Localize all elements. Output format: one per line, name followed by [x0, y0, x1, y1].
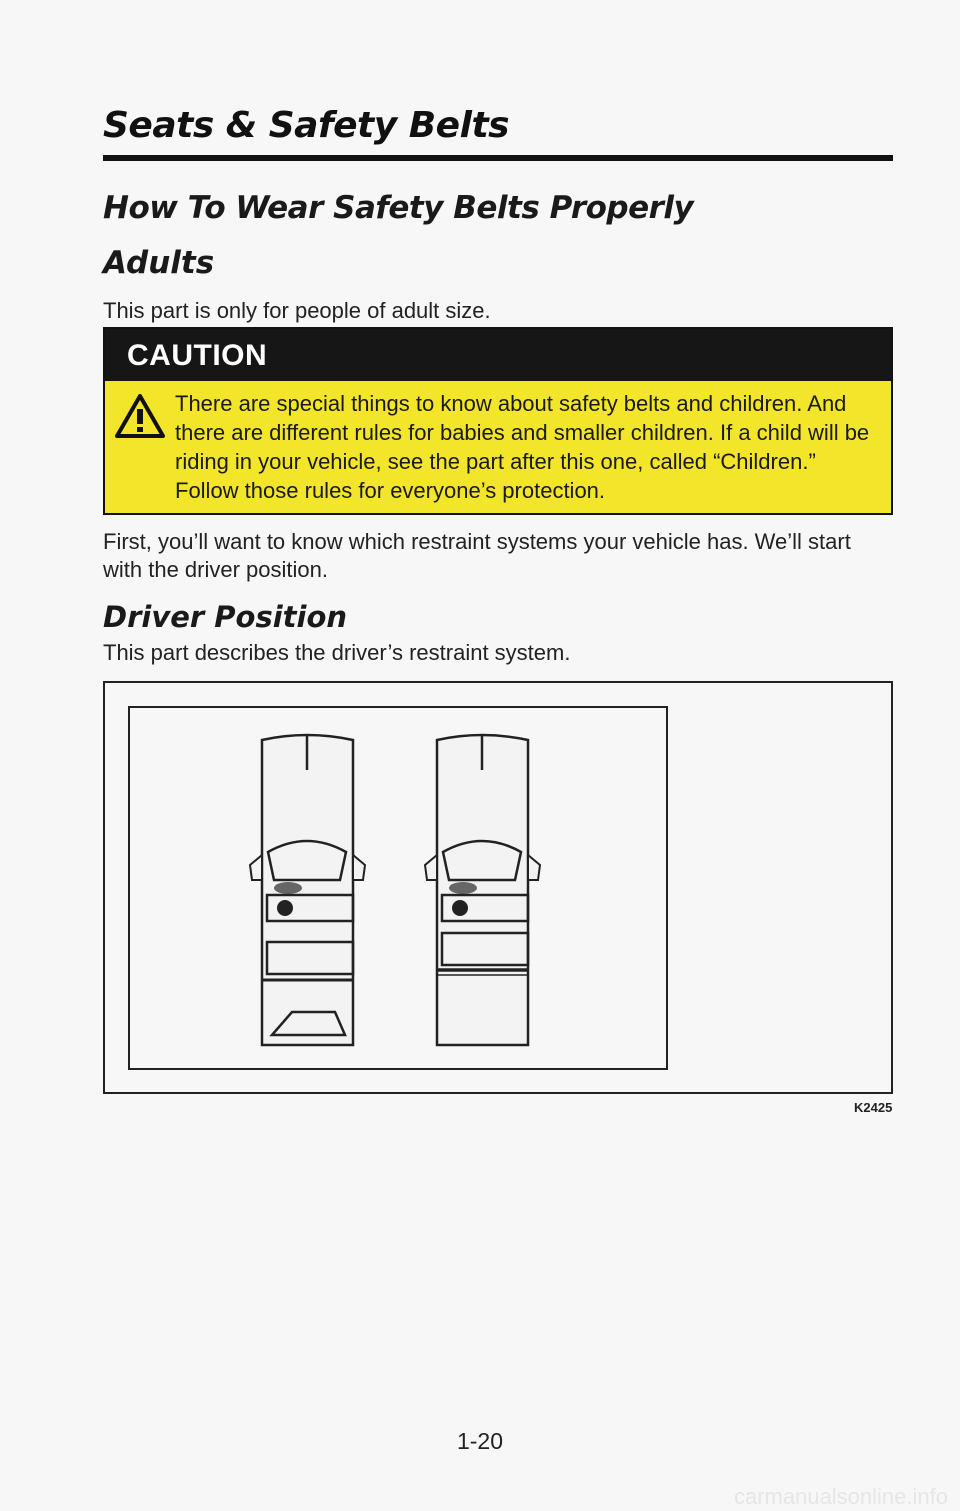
driver-position-heading: Driver Position: [103, 600, 348, 634]
warning-triangle-icon: [114, 393, 166, 439]
illustration-inner-frame: [128, 706, 668, 1070]
adults-heading: Adults: [103, 245, 215, 281]
figure-code: K2425: [854, 1100, 893, 1115]
vehicle-top-view-1: [240, 730, 375, 1050]
restraint-illustration: [103, 681, 893, 1094]
caution-header: CAUTION: [105, 329, 891, 381]
page-number: 1-20: [456, 1428, 504, 1454]
section-header: Seats & Safety Belts: [103, 105, 510, 146]
vehicle-top-view-2: [415, 730, 550, 1050]
watermark: carmanualsonline.info: [733, 1484, 948, 1509]
page-title: How To Wear Safety Belts Properly: [103, 190, 694, 226]
driver-position-text: This part describes the driver’s restraint system.: [103, 640, 571, 665]
header-rule: [103, 155, 893, 161]
intro-text: First, you’ll want to know which restraint systems your vehicle has. We’ll start with the driver position.: [103, 529, 851, 582]
caution-box: [103, 327, 893, 515]
adults-text: This part is only for people of adult size.: [103, 298, 491, 323]
caution-text: There are special things to know about safety belts and children. And there are different rules for babies and smaller children. If a child will be riding in your vehicle, see the part after this one, called “Children.” Follow those rules for everyone’s protection.: [175, 391, 870, 503]
